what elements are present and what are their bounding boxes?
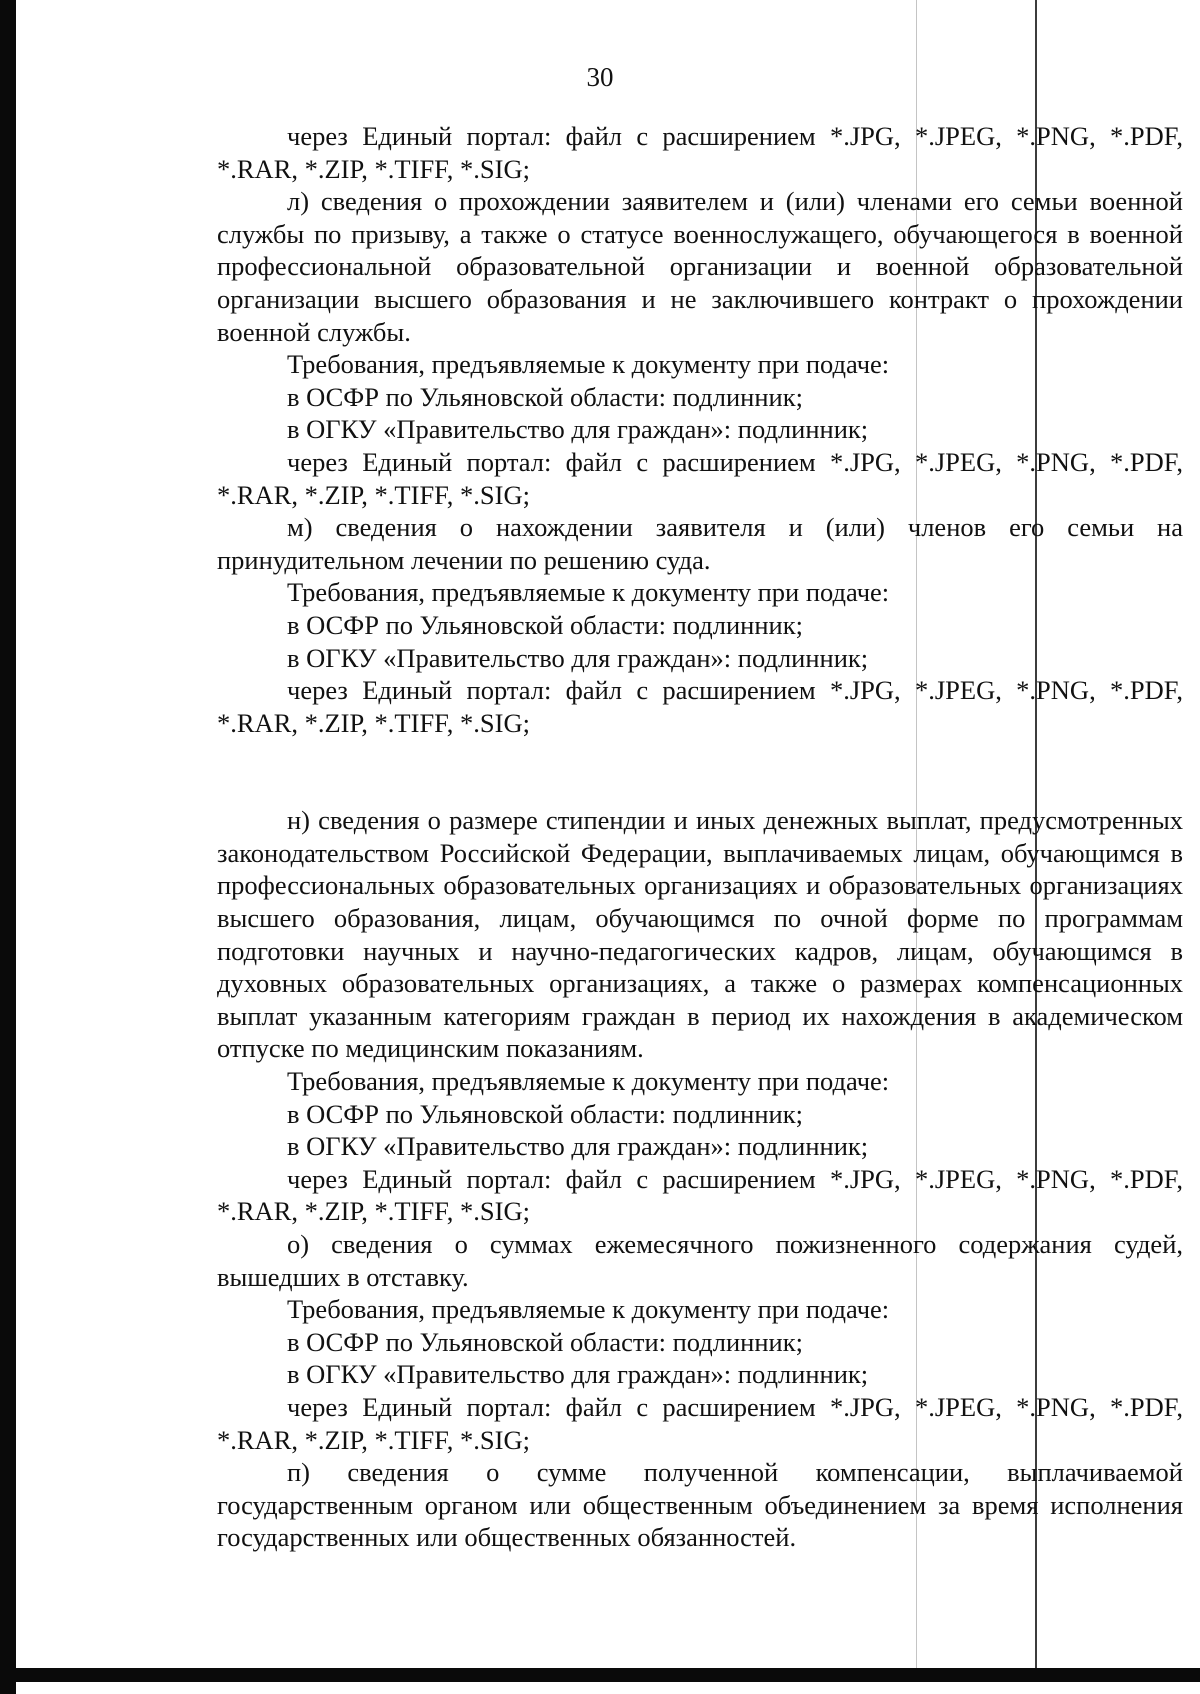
- paragraph: л) сведения о прохождении заявителем и (или) членами его семьи военной службы по призыву, а также о статусе военнослужащего, обучающегося в военной профессиональной образовательной организации и военной образовательной организации высшего образования и не заключившего контракт о прохождении военной службы.: [217, 186, 1183, 347]
- paragraph: в ОГКУ «Правительство для граждан»: подлинник;: [287, 1359, 869, 1390]
- page-number: 30: [586, 62, 614, 92]
- blank-gap: [217, 739, 1183, 804]
- paragraph: через Единый портал: файл с расширением *.JPG, *.JPEG, *.PNG, *.PDF, *.RAR, *.ZIP, *.TIFF, *.SIG;: [217, 675, 1183, 738]
- document-body: [217, 120, 1183, 1554]
- paragraph: в ОСФР по Ульяновской области: подлинник;: [287, 381, 803, 412]
- paragraph: в ОСФР по Ульяновской области: подлинник;: [287, 609, 803, 640]
- paragraph: п) сведения о сумме полученной компенсации, выплачиваемой государственным органом или общественным объединением за время исполнения государственных или общественных обязанностей.: [217, 1457, 1183, 1553]
- paragraph: через Единый портал: файл с расширением *.JPG, *.JPEG, *.PNG, *.PDF, *.RAR, *.ZIP, *.TIFF, *.SIG;: [217, 446, 1183, 510]
- paragraph: через Единый портал: файл с расширением *.JPG, *.JPEG, *.PNG, *.PDF, *.RAR, *.ZIP, *.TIFF, *.SIG;: [217, 1163, 1183, 1227]
- paragraph: через Единый портал: файл с расширением *.JPG, *.JPEG, *.PNG, *.PDF, *.RAR, *.ZIP, *.TIFF, *.SIG;: [217, 1391, 1183, 1455]
- scan-edge-left: [0, 0, 16, 1694]
- paragraph: Требования, предъявляемые к документу при подаче:: [287, 1294, 890, 1325]
- paragraph: Требования, предъявляемые к документу при подаче:: [287, 1066, 890, 1097]
- paragraph: н) сведения о размере стипендии и иных денежных выплат, предусмотренных законодательством Российской Федерации, выплачиваемых лицам, обучающимся в профессиональных образовательных организациях и образовательных организациях высшего образования, лицам, обучающимся по очной форме по программам подготовки научных и научно-педагогических кадров, лицам, обучающимся в духовных образовательных организациях, а также о размерах компенсационных выплат указанным категориям граждан в период их нахождения в академическом отпуске по медицинским показаниям.: [217, 805, 1183, 1064]
- paragraph: Требования, предъявляемые к документу при подаче:: [287, 577, 890, 608]
- paragraph: м) сведения о нахождении заявителя и (или) членов его семьи на принудительном лечении по решению суда.: [217, 512, 1183, 575]
- paragraph: Требования, предъявляемые к документу при подаче:: [287, 349, 890, 380]
- scan-edge-bottom: [0, 1668, 1200, 1682]
- paragraph: в ОСФР по Ульяновской области: подлинник;: [287, 1098, 803, 1129]
- paragraph: через Единый портал: файл с расширением *.JPG, *.JPEG, *.PNG, *.PDF, *.RAR, *.ZIP, *.TIFF, *.SIG;: [217, 121, 1183, 184]
- paragraph: в ОГКУ «Правительство для граждан»: подлинник;: [287, 414, 869, 445]
- paragraph: в ОСФР по Ульяновской области: подлинник;: [287, 1326, 803, 1357]
- paragraph: в ОГКУ «Правительство для граждан»: подлинник;: [287, 1131, 869, 1162]
- paragraph: о) сведения о суммах ежемесячного пожизненного содержания судей, вышедших в отставку.: [217, 1229, 1183, 1292]
- paragraph: в ОГКУ «Правительство для граждан»: подлинник;: [287, 642, 869, 673]
